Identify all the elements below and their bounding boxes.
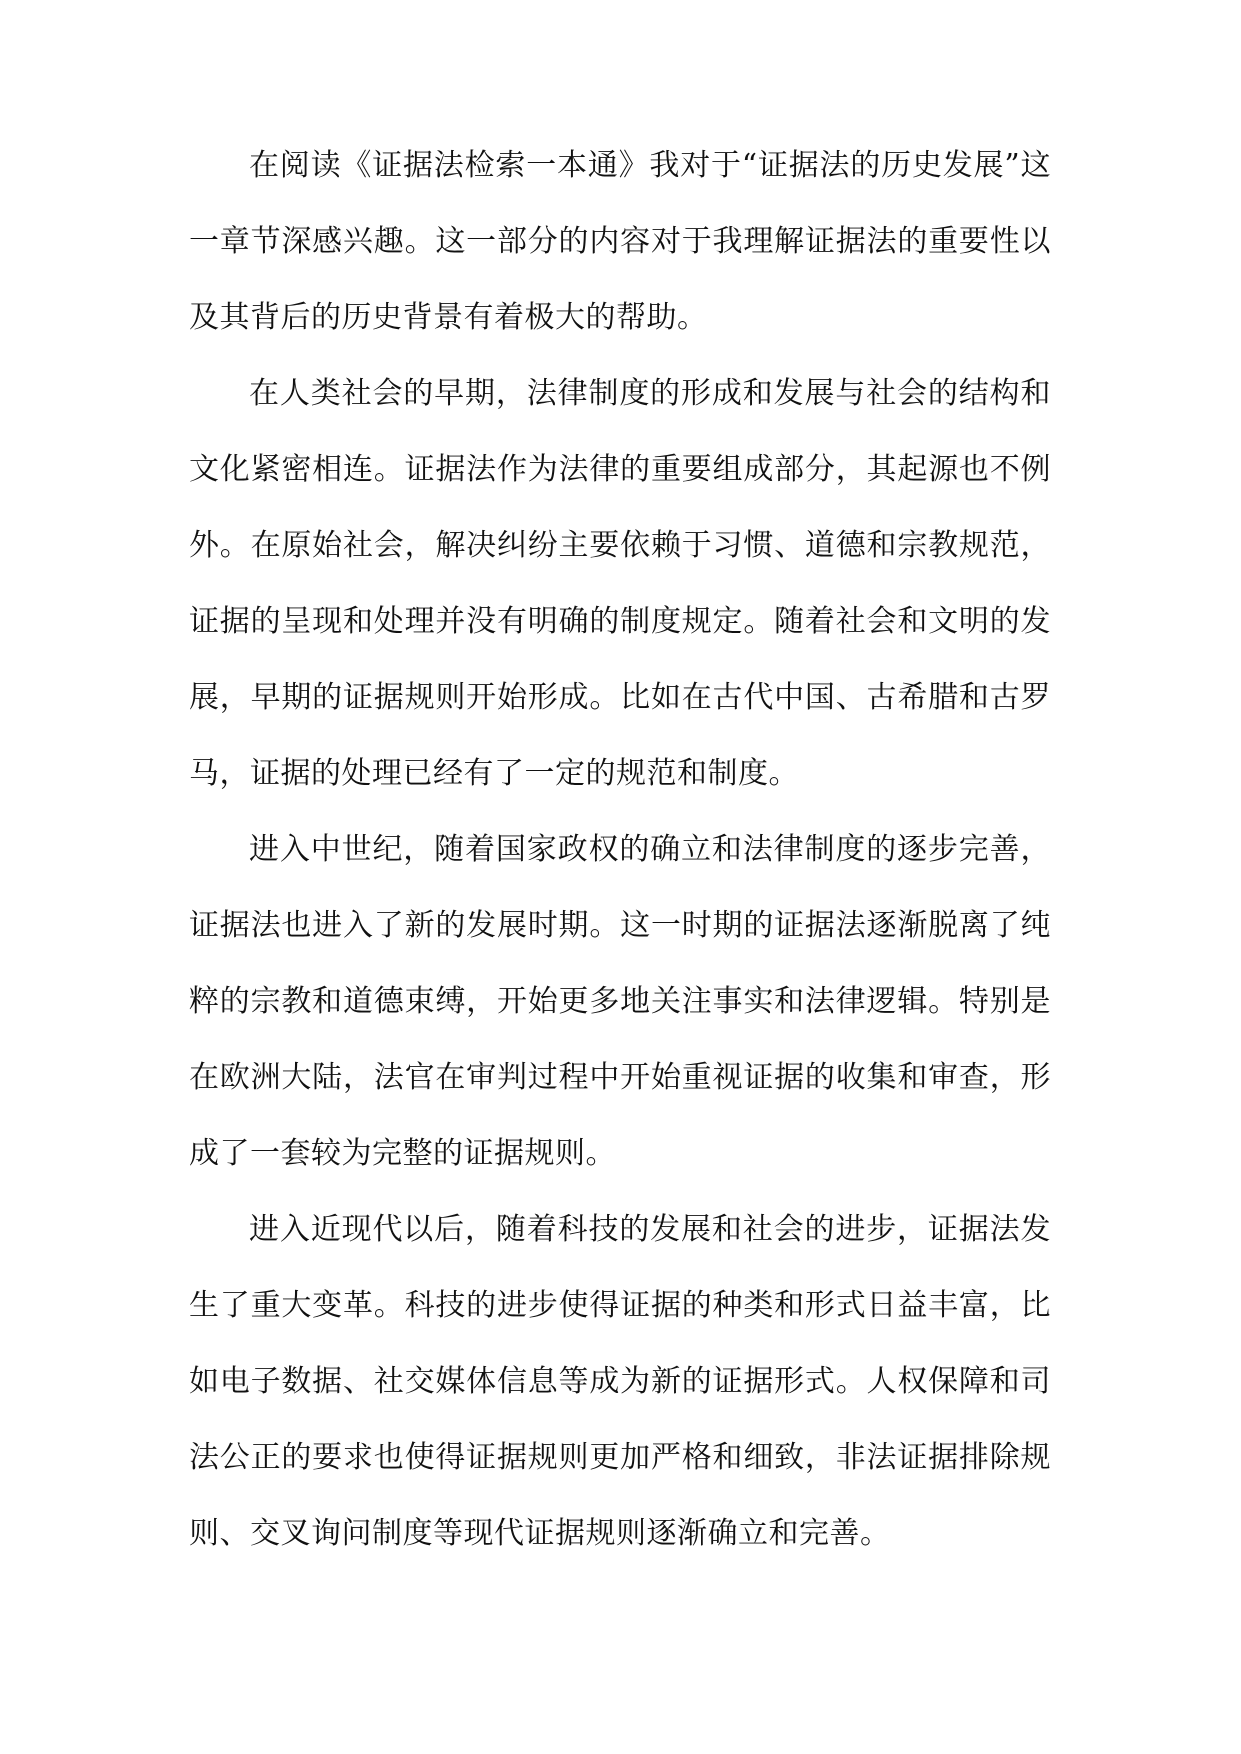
paragraph-modern-era: 进入近现代以后，随着科技的发展和社会的进步，证据法发生了重大变革。科技的进步使得证据的种类和形式日益丰富，比如电子数据、社交媒体信息等成为新的证据形式。人权保障和司法公正的要求也使得证据规则更加严格和细致，非法证据排除规则、交叉询问制度等现代证据规则逐渐确立和完善。 [189, 1212, 1051, 1551]
paragraph-early-society: 在人类社会的早期，法律制度的形成和发展与社会的结构和文化紧密相连。证据法作为法律的重要组成部分，其起源也不例外。在原始社会，解决纠纷主要依赖于习惯、道德和宗教规范，证据的呈现和处理并没有明确的制度规定。随着社会和文明的发展，早期的证据规则开始形成。比如在古代中国、古希腊和古罗马，证据的处理已经有了一定的规范和制度。 [189, 376, 1051, 791]
paragraph-middle-ages: 进入中世纪，随着国家政权的确立和法律制度的逐步完善，证据法也进入了新的发展时期。这一时期的证据法逐渐脱离了纯粹的宗教和道德束缚，开始更多地关注事实和法律逻辑。特别是在欧洲大陆，法官在审判过程中开始重视证据的收集和审查，形成了一套较为完整的证据规则。 [189, 832, 1051, 1171]
paragraph-intro: 在阅读《证据法检索一本通》我对于“证据法的历史发展”这一章节深感兴趣。这一部分的内容对于我理解证据法的重要性以及其背后的历史背景有着极大的帮助。 [189, 148, 1051, 335]
document-body [189, 128, 1051, 1572]
